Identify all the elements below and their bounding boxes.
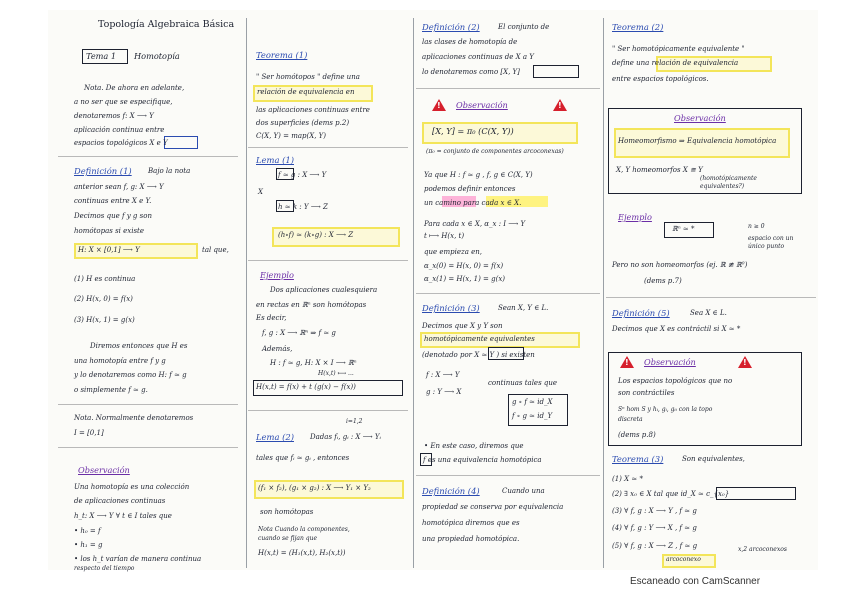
lema2-line: (f₁ × f₂), (g₁ × g₂) : X ⟶ Y₁ × Y₂: [258, 484, 371, 492]
def1-after: o simplemente f ≃ g.: [74, 386, 148, 394]
obs3-heading: Observación: [674, 113, 726, 123]
warning-icon: !: [620, 356, 634, 368]
divider: [416, 88, 600, 89]
def3-line: (denotado por X ≃ Y ) si existen: [422, 351, 535, 359]
column-divider: [413, 18, 414, 568]
lema1-heading: Lema (1): [256, 155, 294, 165]
def4-heading: Definición (4): [422, 486, 480, 496]
def1-heading: Definición (1): [74, 166, 132, 176]
ej2-side: único punto: [748, 243, 785, 250]
teo3-heading: Teorema (3): [612, 454, 664, 464]
def1-line: anterior sean f, g: X ⟶ Y: [74, 183, 164, 191]
def1-after: Diremos entonces que H es: [90, 342, 188, 350]
divider: [248, 147, 408, 148]
def5-line: Sea X ∈ L.: [690, 309, 727, 317]
ej1-line: Es decir,: [256, 314, 287, 322]
obs1-line: • h₁ = g: [74, 541, 103, 549]
teo1-line: " Ser homótopos " define una: [256, 73, 360, 81]
page-title: Topología Algebraica Básica: [98, 19, 235, 30]
lema1-result: (h∘f) ≃ (k∘g) : X ⟶ Z: [278, 231, 354, 239]
ej1-line: Además,: [262, 345, 293, 353]
divider: [416, 293, 600, 294]
def1-item: (1) H es continua: [74, 275, 136, 283]
def3-after: f es una equivalencia homotópica: [423, 456, 542, 464]
teo2-heading: Teorema (2): [612, 22, 664, 32]
def1-line: tal que,: [202, 246, 229, 254]
ej2-dem: (dems p.7): [644, 277, 682, 285]
def3-line: continuas tales que: [488, 379, 558, 387]
nota-line: a no ser que se especifique,: [74, 98, 173, 106]
ej1-line: H : f ≃ g, H: X × I ⟶ ℝⁿ: [270, 359, 357, 367]
lema2-line: Dadas fᵢ, gᵢ : X ⟶ Yᵢ: [310, 433, 381, 441]
column-divider: [603, 18, 604, 568]
def3-line: g ∘ f ≃ id_X: [512, 398, 553, 406]
ej1-line: H(x,t) = f(x) + t (g(x) − f(x)): [256, 383, 356, 391]
obs2-line: Para cada x ∈ X, α_x : I ⟶ Y: [424, 220, 526, 228]
nota2-line: I = [0,1]: [74, 429, 104, 437]
obs1-line: h_t: X ⟶ Y ∀ t ∈ I tales que: [74, 512, 172, 520]
teo3-item: (5) ∀ f, g : X ⟶ Z , f ≃ g: [612, 542, 698, 550]
nota-line: denotaremos f: X ⟶ Y: [74, 112, 154, 120]
def3-line: Decimos que X y Y son: [422, 322, 503, 330]
scanner-watermark: Escaneado con CamScanner: [630, 576, 761, 587]
obs3-box-text: Homeomorfismo ⇒ Equivalencia homotópica: [618, 137, 777, 145]
def4-line: homotópica diremos que es: [422, 519, 520, 527]
def1-after: una homotopía entre f y g: [74, 357, 166, 365]
teo1-line: las aplicaciones continuas entre: [256, 106, 370, 114]
column-divider: [246, 18, 247, 568]
ej2-side: espacio con un: [748, 235, 794, 242]
obs2-note: (π₀ = conjunto de componentes arcoconexas): [426, 148, 564, 155]
obs4-line: (dems p.8): [618, 431, 656, 439]
teo3-item: (2) ∃ x₀ ∈ X tal que id_X ≃ c_{x₀}: [612, 490, 730, 498]
obs3-line: X, Y homeomorfos X ≅ Y: [616, 166, 703, 174]
def5-heading: Definición (5): [612, 308, 670, 318]
divider: [58, 447, 238, 448]
obs4-line: son contráctiles: [618, 389, 675, 397]
teo1-line: relación de equivalencia en: [257, 88, 355, 96]
ej1-line: Dos aplicaciones cualesquiera: [270, 286, 378, 294]
def3-line: f ∘ g ≃ id_Y: [512, 412, 553, 420]
obs4-heading: Observación: [644, 357, 696, 367]
teo3-tag: arcoconexo: [666, 556, 701, 563]
def1-item: (3) H(x, 1) = g(x): [74, 316, 135, 324]
lema2-tag: i=1,2: [346, 418, 363, 425]
obs3-line: (homotópicamente: [700, 175, 757, 182]
def2-notation-box: [533, 65, 579, 78]
obs2-formula: [X, Y] = π₀ (C(X, Y)): [432, 126, 514, 136]
ej2-side: n ≥ 0: [748, 223, 765, 230]
divider: [248, 410, 408, 411]
teo3-tag: x,2 arcoconexos: [738, 546, 787, 553]
def3-line: g : Y ⟶ X: [426, 388, 462, 396]
obs4-line: Sⁿ hom S y hᵢ, gᵢ, gᵢᵢ con la topo: [618, 406, 713, 413]
teo3-item: (1) X ≃ *: [612, 475, 643, 483]
obs1-line: de aplicaciones continuas: [74, 497, 166, 505]
teo1-line: C(X, Y) = map(X, Y): [256, 132, 326, 140]
def3-after: • En este caso, diremos que: [424, 442, 524, 450]
obs3-line: equivalentes?): [700, 183, 745, 190]
ej2-formula: ℝⁿ ≃ *: [672, 225, 695, 233]
lema2-line: tales que fᵢ ≃ gᵢ , entonces: [256, 454, 350, 462]
ej1-line: f, g : X ⟶ ℝⁿ ⇒ f ≃ g: [262, 329, 336, 337]
notes-page: [48, 10, 818, 570]
def3-line: Sean X, Y ∈ L.: [498, 304, 549, 312]
obs2-line: t ⟼ H(x, t): [424, 232, 465, 240]
obs2-line: un camino para cada x ∈ X.: [424, 199, 522, 207]
lema1-x: X: [258, 188, 263, 196]
def2-line: lo denotaremos como [X, Y]: [422, 68, 520, 76]
def1-after: y lo denotaremos como H: f ≃ g: [74, 371, 187, 379]
lema2-line: son homótopas: [260, 508, 314, 516]
ej2-heading: Ejemplo: [618, 212, 652, 222]
spaces-box: [164, 136, 198, 149]
warning-icon: !: [738, 356, 752, 368]
tema-name: Homotopía: [134, 51, 180, 61]
obs1-line: Una homotopía es una colección: [74, 483, 190, 491]
nota-line: aplicación continua entre: [74, 126, 165, 134]
nota2-line: Nota. Normalmente denotaremos: [74, 414, 194, 422]
lema1-top: f ≃ g : X ⟶ Y: [278, 171, 327, 179]
def5-line: Decimos que X es contráctil si X ≃ *: [612, 325, 741, 333]
obs2-line: podemos definir entonces: [424, 185, 516, 193]
teo3-item: (3) ∀ f, g : X ⟶ Y , f ≃ g: [612, 507, 697, 515]
def1-item: (2) H(x, 0) = f(x): [74, 295, 133, 303]
def1-line: homótopas si existe: [74, 227, 145, 235]
divider: [416, 475, 600, 476]
teo2-line: " Ser homotópicamente equivalente ": [612, 45, 745, 53]
def1-line: Decimos que f y g son: [74, 212, 152, 220]
obs4-line: discreta: [618, 416, 643, 423]
def1-line: continuas entre X e Y.: [74, 197, 152, 205]
lema2-heading: Lema (2): [256, 432, 294, 442]
teo1-heading: Teorema (1): [256, 50, 308, 60]
teo1-line: dos superficies (dems p.2): [256, 119, 350, 127]
def3-line: f : X ⟶ Y: [426, 371, 460, 379]
nota3-line: cuando se fijan que: [258, 535, 318, 542]
warning-icon: !: [553, 99, 567, 111]
ej1-heading: Ejemplo: [260, 270, 294, 280]
obs1-line: • h₀ = f: [74, 527, 101, 535]
teo2-line: entre espacios topológicos.: [612, 75, 709, 83]
divider: [606, 297, 816, 298]
teo3-item: (4) ∀ f, g : Y ⟶ X , f ≃ g: [612, 524, 697, 532]
lema1-bot: h ≃ k : Y ⟶ Z: [278, 203, 328, 211]
def4-line: una propiedad homotópica.: [422, 535, 520, 543]
obs2-line: que empieza en,: [424, 248, 482, 256]
ej1-line: en rectas en ℝⁿ son homótopas: [256, 301, 367, 309]
nota-line: espacios topológicos X e Y: [74, 139, 168, 147]
obs2-line: α_x(1) = H(x, 1) = g(x): [424, 275, 506, 283]
def1-line: H: X × [0,1] ⟶ Y: [78, 246, 140, 254]
def4-line: propiedad se conserva por equivalencia: [422, 503, 564, 511]
divider: [58, 156, 238, 157]
teo2-line: define una relación de equivalencia: [612, 59, 739, 67]
obs2-line: Ya que H : f ≃ g , f, g ∈ C(X, Y): [424, 171, 533, 179]
def2-line: las clases de homotopía de: [422, 38, 518, 46]
def4-line: Cuando una: [502, 487, 545, 495]
def3-heading: Definición (3): [422, 303, 480, 313]
def2-line: aplicaciones continuas de X a Y: [422, 53, 534, 61]
divider: [58, 404, 238, 405]
nota3-line: H(x,t) = (H₁(x,t), H₂(x,t)): [258, 549, 346, 557]
obs1-line: respecto del tiempo: [74, 565, 135, 572]
ej1-line: H(x,t) ⟼ ...: [318, 370, 354, 377]
warning-icon: !: [432, 99, 446, 111]
tema-label: Tema 1: [86, 51, 117, 61]
divider: [248, 260, 408, 261]
nota-line: Nota. De ahora en adelante,: [84, 84, 185, 92]
obs2-line: α_x(0) = H(x, 0) = f(x): [424, 262, 504, 270]
obs4-line: Los espacios topológicos que no: [618, 377, 733, 385]
ej2-line: Pero no son homeomorfos (ej. ℝ ≇ ℝ⁰): [612, 261, 748, 269]
def2-heading: Definición (2): [422, 22, 480, 32]
teo3-intro: Son equivalentes,: [682, 455, 745, 463]
obs1-line: • los h_t varían de manera continua: [74, 555, 202, 563]
def1-line: Bajo la nota: [148, 167, 191, 175]
def2-line: El conjunto de: [498, 23, 550, 31]
def3-line: homotópicamente equivalentes: [424, 335, 535, 343]
obs2-heading: Observación: [456, 100, 508, 110]
nota3-line: Nota Cuando la componentes,: [258, 526, 350, 533]
obs1-heading: Observación: [78, 465, 130, 475]
